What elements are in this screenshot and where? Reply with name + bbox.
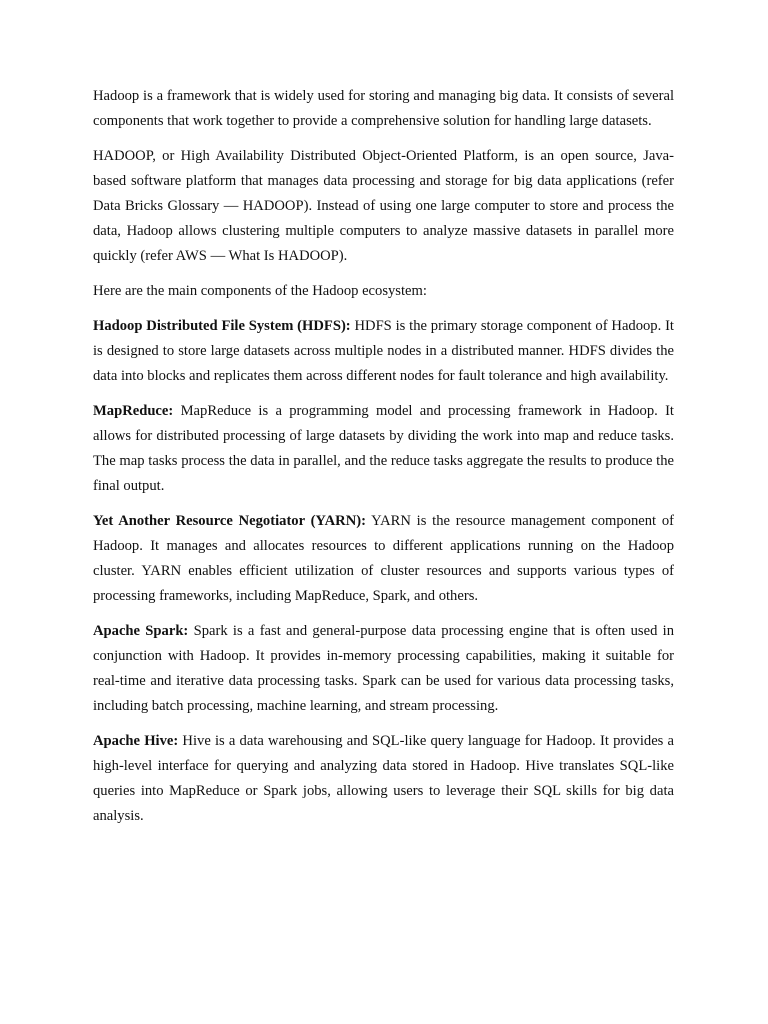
component-term: Yet Another Resource Negotiator (YARN):	[93, 513, 366, 529]
component-description: Spark is a fast and general-purpose data processing engine that is often used in conjunction with Hadoop. It provides in-memory processing capabilities, making it suitable for real-time and iterative data processing tasks. Spark can be used for various data processing tasks, including batch processing, machine learning, and stream processing.	[93, 623, 675, 714]
definition-paragraph: HADOOP, or High Availability Distributed Object-Oriented Platform, is an open source, Java-based software platform that manages data processing and storage for big data applications (refer Data Bricks Glossary — HADOOP). Instead of using one large computer to store and process the data, Hadoop allows clustering multiple computers to analyze massive datasets in parallel more quickly (refer AWS — What Is HADOOP).	[93, 148, 674, 264]
component-description: MapReduce is a programming model and processing framework in Hadoop. It allows for distributed processing of large datasets by dividing the work into map and reduce tasks. The map tasks process the data in parallel, and the reduce tasks aggregate the results to produce the final output.	[93, 403, 674, 494]
component-mapreduce	[93, 399, 674, 499]
component-description: HDFS is the primary storage component of Hadoop. It is designed to store large datasets across multiple nodes in a distributed manner. HDFS divides the data into blocks and replicates them across different nodes for fault tolerance and high availability.	[93, 318, 674, 384]
component-term: Apache Spark:	[93, 623, 189, 639]
component-hdfs	[93, 314, 674, 389]
component-term: Apache Hive:	[93, 733, 179, 749]
document-page	[93, 84, 674, 839]
component-yarn	[93, 509, 674, 609]
component-term: Hadoop Distributed File System (HDFS):	[93, 318, 351, 334]
components-heading: Here are the main components of the Hadoop ecosystem:	[93, 283, 427, 299]
component-description: Hive is a data warehousing and SQL-like query language for Hadoop. It provides a high-level interface for querying and analyzing data stored in Hadoop. Hive translates SQL-like queries into MapReduce or Spark jobs, allowing users to leverage their SQL skills for big data analysis.	[93, 733, 675, 824]
component-hive	[93, 729, 674, 829]
component-term: MapReduce:	[93, 403, 174, 419]
component-description: YARN is the resource management component of Hadoop. It manages and allocates resources to different applications running on the Hadoop cluster. YARN enables efficient utilization of cluster resources and supports various types of processing frameworks, including MapReduce, Spark, and others.	[93, 513, 675, 604]
intro-paragraph: Hadoop is a framework that is widely used for storing and managing big data. It consists of several components that work together to provide a comprehensive solution for handling large datasets.	[93, 88, 674, 129]
component-spark	[93, 619, 674, 719]
